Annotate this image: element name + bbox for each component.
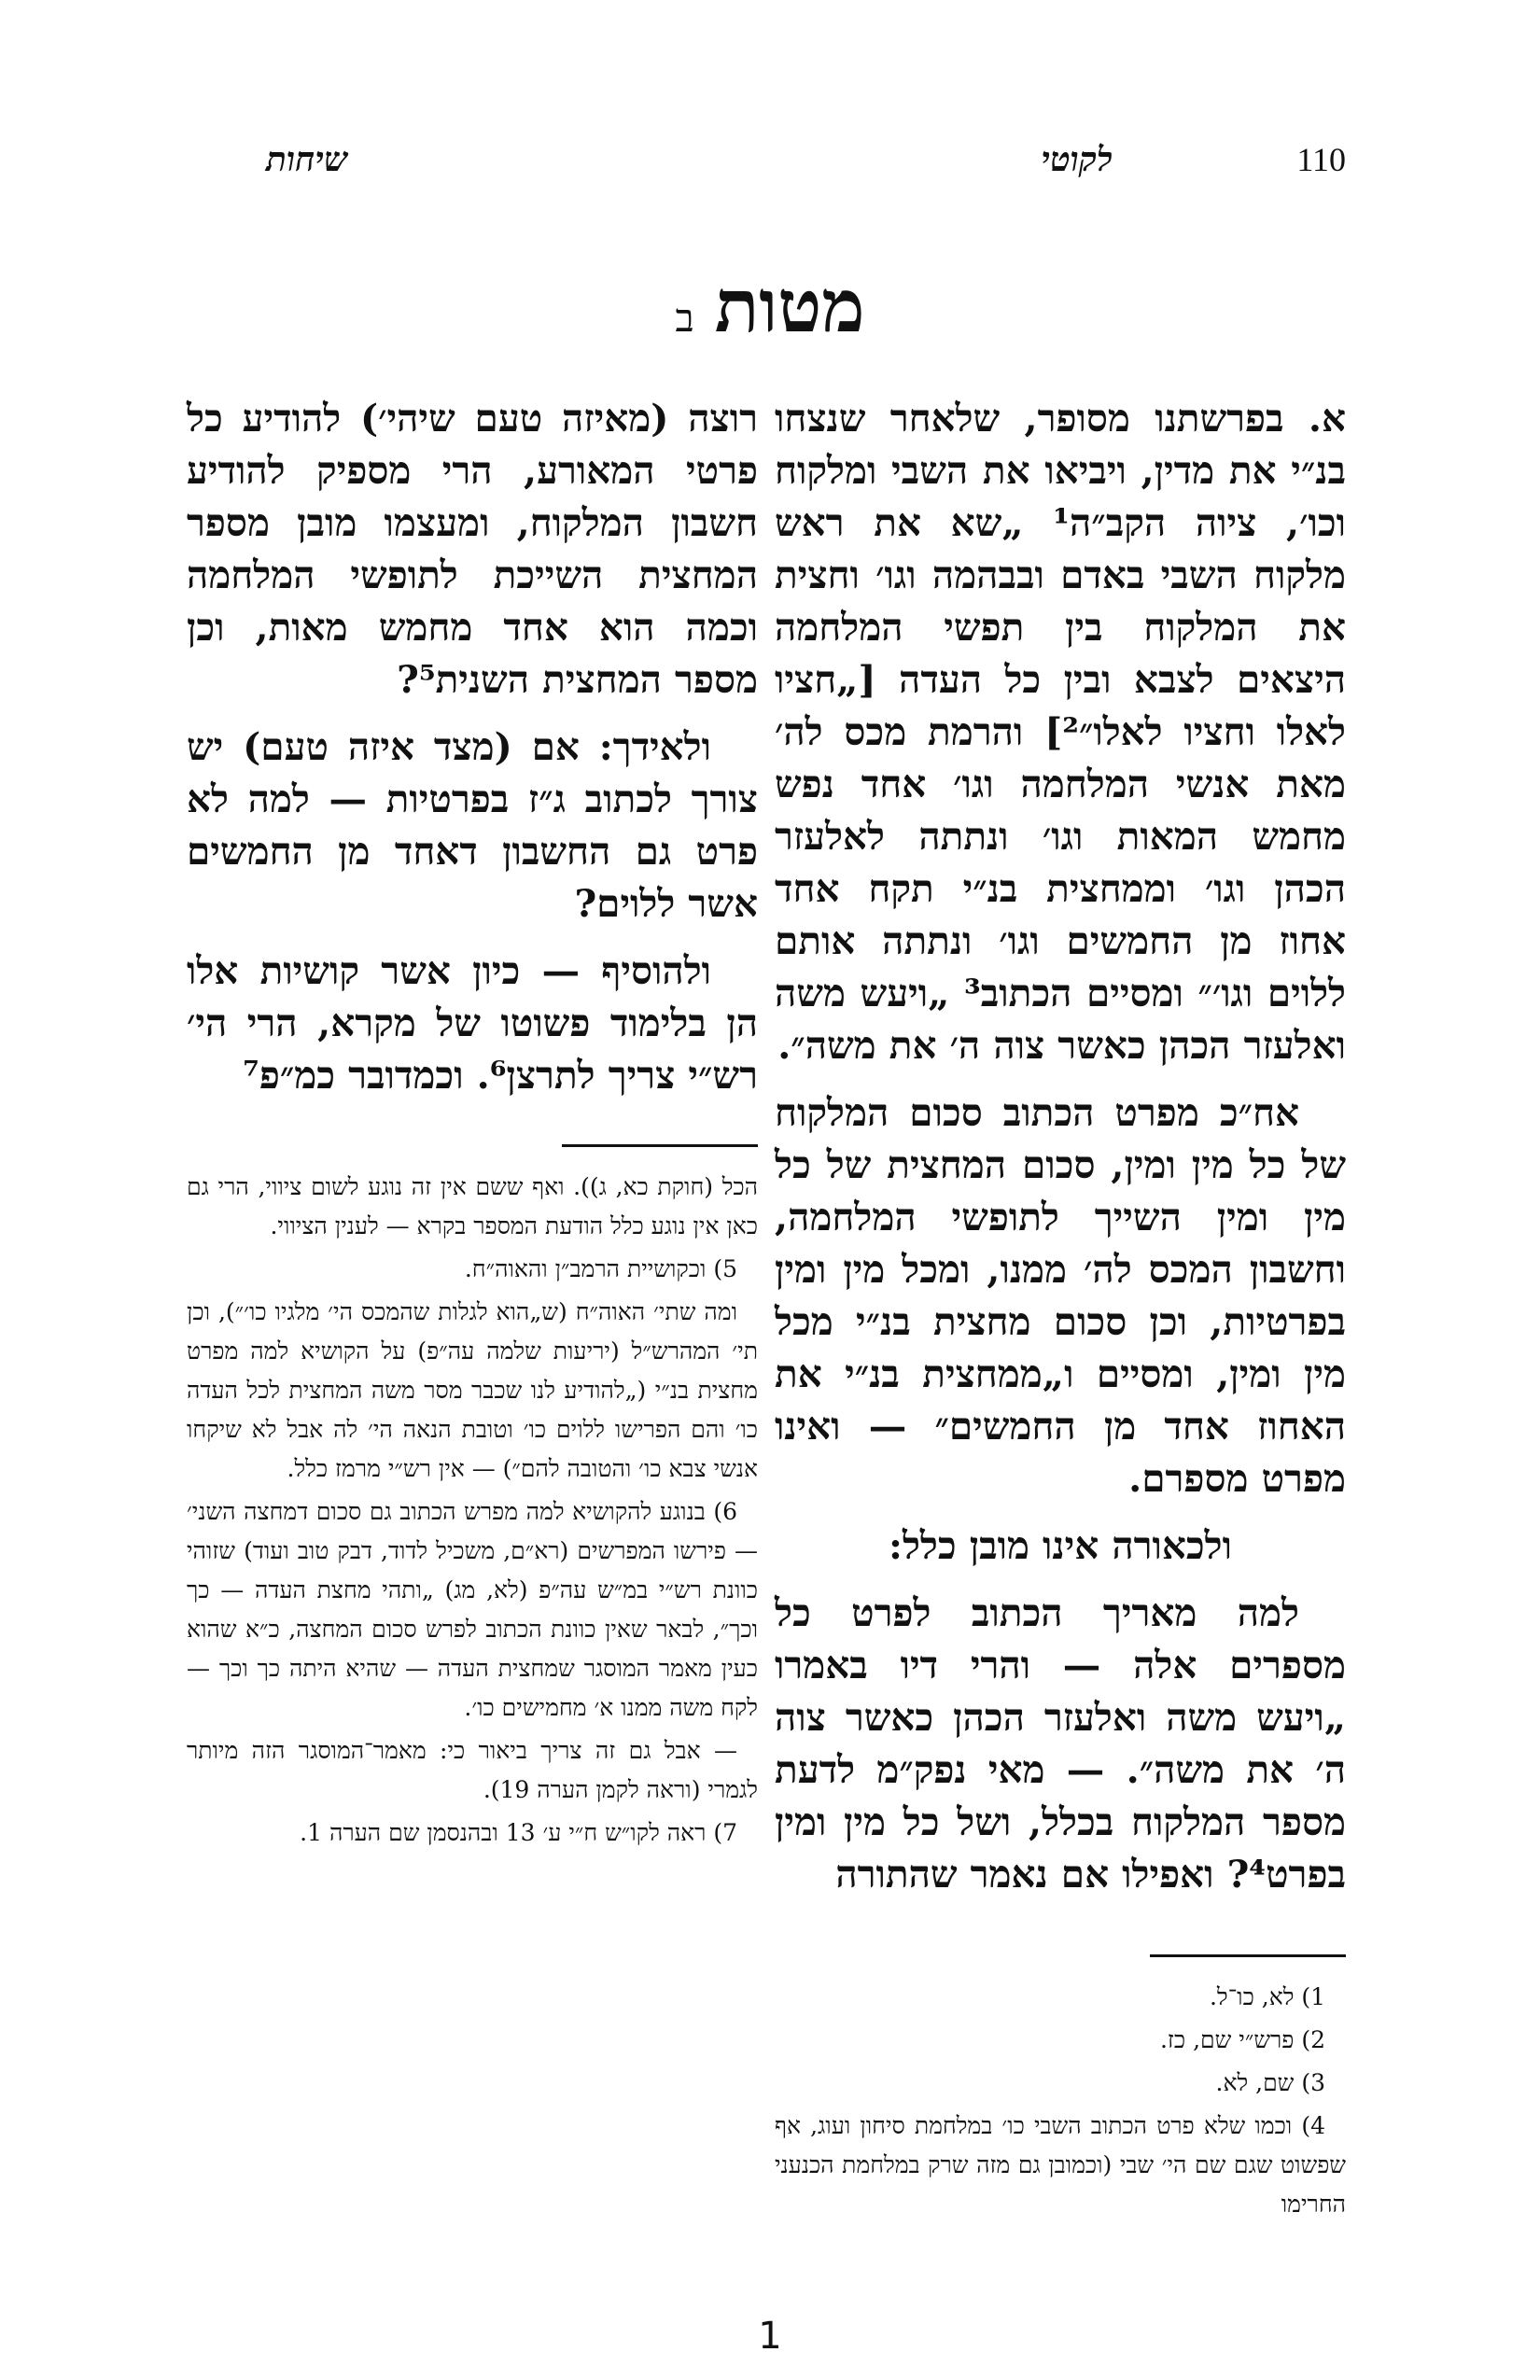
- footnote: 5) וכקושיית הרמב״ן והאוה״ח.: [464, 1255, 737, 1282]
- footnote: 7) ראה לקו״ש ח״י ע׳ 13 ובהנסמן שם הערה 1.: [300, 1819, 737, 1846]
- paragraph: אח״כ מפרט הכתוב סכום המלקוח של כל מין ומין, סכום המחצית של כל מין ומין השייך לתופשי המלחמה, וחשבון המכס לה׳ ממנו, ומכל מין ומין בפרטיות, וכן סכום מחצית בנ״י מכל מין ומין, ומסיים ו„ממחצית בנ״י את האחוז אחד מן החמשים״ — ואינו מפרט מספרם.: [775, 1090, 1346, 1501]
- left-column-footnotes: [187, 1168, 758, 1853]
- left-column-main-text: [187, 392, 758, 1101]
- page-number: 110: [1296, 141, 1346, 178]
- chapter-title-sub: ב: [675, 295, 694, 341]
- running-header: [168, 140, 1346, 196]
- right-column-footnotes: [775, 1978, 1346, 2224]
- paragraph: רוצה (מאיזה טעם שיהי׳) להודיע כל פרטי המאורע, הרי מספיק להודיע חשבון המלקוח, ומעצמו מובן מספר המחצית השייכת לתופשי המלחמה וכמה הוא אחד מחמש מאות, וכן מספר המחצית השנית⁵?: [187, 396, 758, 702]
- paragraph: ולאידך: אם (מצד איזה טעם) יש צורך לכתוב ג״ז בפרטיות — למה לא פרט גם החשבון דאחד מן החמשים אשר ללוים?: [187, 724, 758, 926]
- paragraph: ולכאורה אינו מובן כלל:: [889, 1523, 1232, 1568]
- footnote: הכל (חוקת כא, ג)). ואף ששם אין זה נוגע לשום ציווי, הרי גם כאן אין נוגע כלל הודעת המספר בקרא — לענין הציווי.: [187, 1173, 758, 1239]
- footnote: 6) בנוגע להקושיא למה מפרש הכתוב גם סכום דמחצה השני׳ — פירשו המפרשים (רא״ם, משכיל לדוד, דבק טוב ועוד) שזוהי כוונת רש״י במ״ש עה״פ (לא, מג) „ותהי מחצת העדה — כך וכך״, לבאר שאין כוונת הכתוב לפרש סכום המחצה, כ״א שהוא כעין מאמר המוסגר שמחצית העדה — שהיא היתה כך וכך — לקח משה ממנו א׳ מחמישים כו׳.: [187, 1498, 759, 1721]
- footnote: 3) שם, לא.: [1215, 2069, 1325, 2096]
- left-column: [187, 392, 758, 1856]
- header-title-right: לקוטי: [1041, 140, 1113, 179]
- header-title-left: שיחות: [266, 140, 348, 179]
- footnote-separator: [1150, 1954, 1346, 1957]
- footnote: ומה שתי׳ האוה״ח (ש„הוא לגלות שהמכס הי׳ מלגיו כו׳״), וכן תי׳ המהרש״ל (יריעות שלמה עה״פ) על הקושיא למה מפרט מחצית בנ״י („להודיע לנו שכבר מסר משה המחצית לכל העדה כו׳ והם הפרישו ללוים כו׳ וטובת הנאה הי׳ לה אבל לא שיקחו אנשי צבא כו׳ והטובה להם״) — אין רש״י מרמז כלל.: [187, 1298, 758, 1482]
- footnote-separator: [562, 1144, 758, 1147]
- paragraph: למה מאריך הכתוב לפרט כל מספרים אלה — והרי דיו באמרו „ויעש משה ואלעזר הכהן כאשר צוה ה׳ את משה״. — מאי נפק״מ לדעת מספר המלקוח בכלל, ושל כל מין ומין בפרט⁴? ואפילו אם נאמר שהתורה: [775, 1590, 1346, 1897]
- chapter-title: [0, 264, 1540, 349]
- footnote: — אבל גם זה צריך ביאור כי: מאמר־המוסגר הזה מיותר לגמרי (וראה לקמן הערה 19).: [187, 1737, 758, 1803]
- chapter-title-main: מטות: [714, 264, 865, 349]
- footnote: 4) וכמו שלא פרט הכתוב השבי כו׳ במלחמת סיחון ועוג, אף שפשוט שגם שם הי׳ שבי (וכמובן גם מזה שרק במלחמת הכנעני החרימו: [775, 2112, 1346, 2218]
- right-column: [775, 392, 1346, 2228]
- right-column-main-text: [775, 392, 1346, 1900]
- footnote: 2) פרש״י שם, כז.: [1159, 2026, 1325, 2053]
- paragraph: ולהוסיף — כיון אשר קושיות אלו הן בלימוד פשוטו של מקרא, הרי הי׳ רש״י צריך לתרצן⁶. וכמדובר כמ״פ⁷: [187, 948, 758, 1098]
- page-footer-number: 1: [758, 2315, 782, 2358]
- paragraph: א. בפרשתנו מסופר, שלאחר שנצחו בנ״י את מדין, ויביאו את השבי ומלקוח וכו׳, ציוה הקב״ה¹ „שא את ראש מלקוח השבי באדם ובבהמה וגו׳ וחצית את המלקוח בין תפשי המלחמה היצאים לצבא ובין כל העדה [„חציו לאלו וחציו לאלו״²] והרמת מכס לה׳ מאת אנשי המלחמה וגו׳ אחד נפש מחמש המאות וגו׳ ונתתה לאלעזר הכהן וגו׳ וממחצית בנ״י תקח אחד אחוז מן החמשים וגו׳ ונתתה אותם ללוים וגו׳״ ומסיים הכתוב³ „ויעש משה ואלעזר הכהן כאשר צוה ה׳ את משה״.: [775, 396, 1346, 1068]
- footnote: 1) לא, כו־ל.: [1209, 1983, 1325, 2010]
